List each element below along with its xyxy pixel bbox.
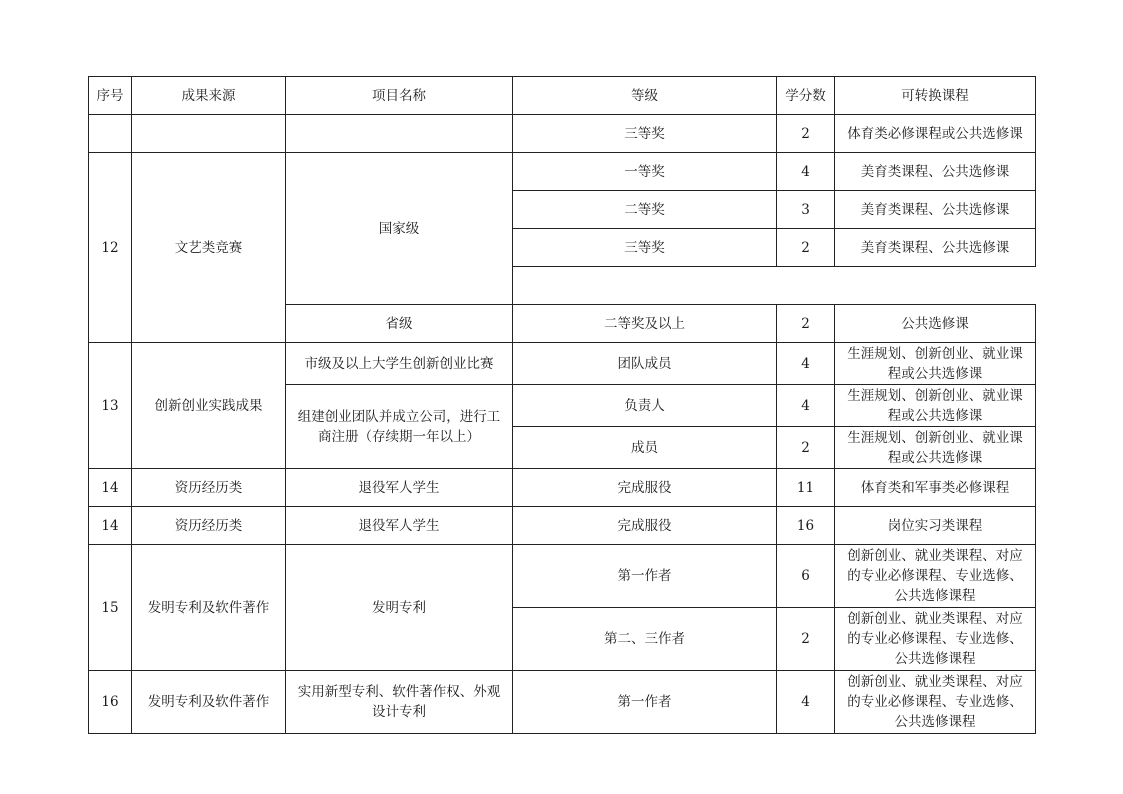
source-cell: 资历经历类 — [132, 469, 286, 507]
project-cell: 发明专利 — [286, 545, 513, 671]
table-row — [89, 545, 1036, 608]
source-cell: 资历经历类 — [132, 507, 286, 545]
courses-cell: 创新创业、就业类课程、对应的专业必修课程、专业选修、公共选修课程 — [835, 545, 1036, 608]
credits-cell: 4 — [777, 343, 835, 385]
courses-cell: 公共选修课 — [835, 305, 1036, 343]
table-row — [89, 343, 1036, 385]
grade-cell: 第一作者 — [513, 545, 777, 608]
credits-cell: 2 — [777, 608, 835, 671]
table-row — [89, 153, 1036, 191]
project-cell: 国家级 — [286, 153, 513, 305]
courses-cell: 生涯规划、创新创业、就业课程或公共选修课 — [835, 427, 1036, 469]
grade-cell: 二等奖及以上 — [513, 305, 777, 343]
credits-cell: 11 — [777, 469, 835, 507]
courses-cell: 体育类必修课程或公共选修课 — [835, 115, 1036, 153]
table-row — [89, 115, 1036, 153]
header-courses: 可转换课程 — [835, 77, 1036, 115]
credits-cell: 4 — [777, 153, 835, 191]
header-project: 项目名称 — [286, 77, 513, 115]
credits-cell: 4 — [777, 671, 835, 734]
header-grade: 等级 — [513, 77, 777, 115]
project-cell: 市级及以上大学生创新创业比赛 — [286, 343, 513, 385]
grade-cell: 一等奖 — [513, 153, 777, 191]
header-seq: 序号 — [89, 77, 132, 115]
table-row — [89, 671, 1036, 734]
courses-cell: 创新创业、就业类课程、对应的专业必修课程、专业选修、公共选修课程 — [835, 671, 1036, 734]
credits-cell: 2 — [777, 229, 835, 267]
credits-cell: 4 — [777, 385, 835, 427]
courses-cell: 生涯规划、创新创业、就业课程或公共选修课 — [835, 385, 1036, 427]
credits-cell: 2 — [777, 115, 835, 153]
grade-cell: 完成服役 — [513, 469, 777, 507]
grade-cell: 三等奖 — [513, 115, 777, 153]
credits-cell: 2 — [777, 427, 835, 469]
courses-cell: 生涯规划、创新创业、就业课程或公共选修课 — [835, 343, 1036, 385]
table-row — [89, 469, 1036, 507]
credits-cell: 6 — [777, 545, 835, 608]
courses-cell: 体育类和军事类必修课程 — [835, 469, 1036, 507]
credits-cell: 3 — [777, 191, 835, 229]
grade-cell: 负责人 — [513, 385, 777, 427]
courses-cell: 美育类课程、公共选修课 — [835, 191, 1036, 229]
seq-cell — [89, 115, 132, 153]
courses-cell: 美育类课程、公共选修课 — [835, 153, 1036, 191]
source-cell — [132, 115, 286, 153]
seq-cell: 15 — [89, 545, 132, 671]
project-cell: 省级 — [286, 305, 513, 343]
project-cell: 退役军人学生 — [286, 507, 513, 545]
grade-cell: 团队成员 — [513, 343, 777, 385]
source-cell: 发明专利及软件著作 — [132, 545, 286, 671]
grade-cell: 完成服役 — [513, 507, 777, 545]
table-header-row — [89, 77, 1036, 115]
courses-cell: 美育类课程、公共选修课 — [835, 229, 1036, 267]
table-row — [89, 507, 1036, 545]
source-cell: 创新创业实践成果 — [132, 343, 286, 469]
grade-cell: 二等奖 — [513, 191, 777, 229]
project-cell: 退役军人学生 — [286, 469, 513, 507]
source-cell: 发明专利及软件著作 — [132, 671, 286, 734]
courses-cell: 岗位实习类课程 — [835, 507, 1036, 545]
project-cell: 实用新型专利、软件著作权、外观设计专利 — [286, 671, 513, 734]
credit-conversion-table — [88, 76, 1036, 734]
courses-cell: 创新创业、就业类课程、对应的专业必修课程、专业选修、公共选修课程 — [835, 608, 1036, 671]
header-credits: 学分数 — [777, 77, 835, 115]
seq-cell: 13 — [89, 343, 132, 469]
seq-cell: 14 — [89, 469, 132, 507]
seq-cell: 14 — [89, 507, 132, 545]
grade-cell: 成员 — [513, 427, 777, 469]
project-cell: 组建创业团队并成立公司，进行工商注册（存续期一年以上） — [286, 385, 513, 469]
grade-cell: 三等奖 — [513, 229, 777, 267]
project-cell — [286, 115, 513, 153]
seq-cell: 16 — [89, 671, 132, 734]
source-cell: 文艺类竞赛 — [132, 153, 286, 343]
header-source: 成果来源 — [132, 77, 286, 115]
credits-cell: 16 — [777, 507, 835, 545]
grade-cell: 第一作者 — [513, 671, 777, 734]
grade-cell: 第二、三作者 — [513, 608, 777, 671]
credits-cell: 2 — [777, 305, 835, 343]
seq-cell: 12 — [89, 153, 132, 343]
